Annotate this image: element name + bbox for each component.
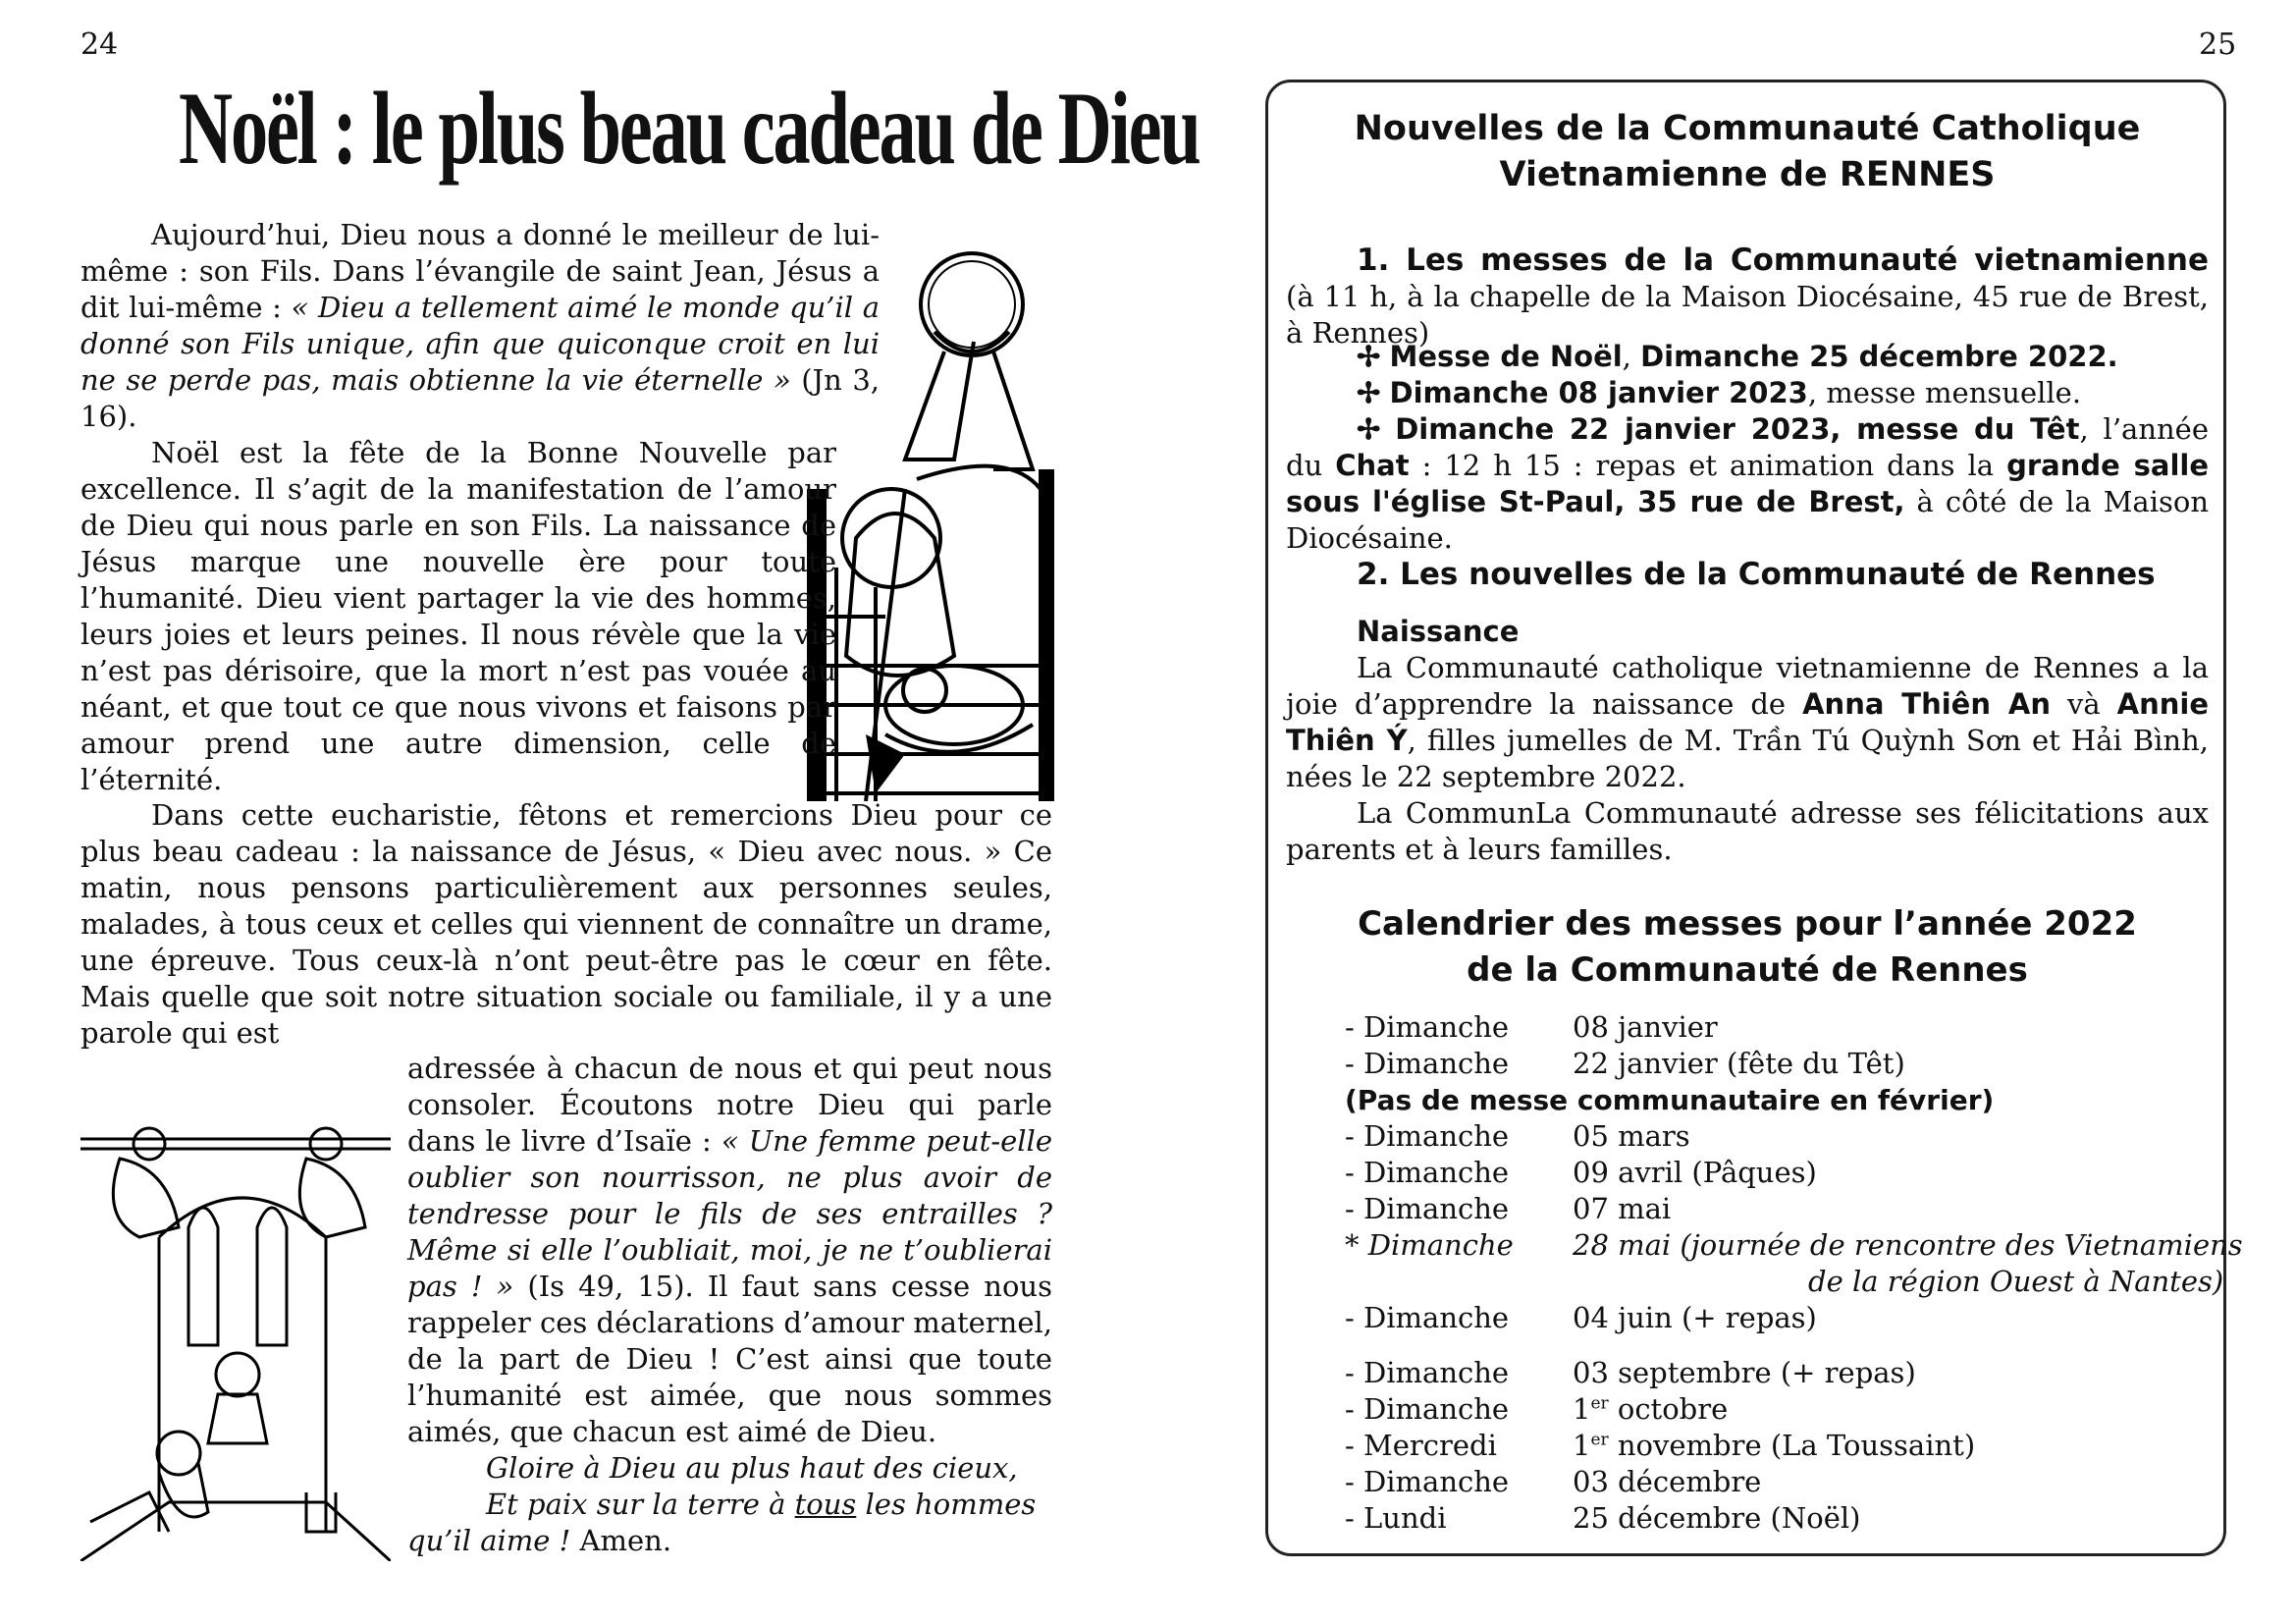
gloria-line-1: Gloire à Dieu au plus haut des cieux, xyxy=(486,1451,1018,1485)
section-2-body: Naissance La Communauté catholique vietnamienne de Rennes a la joie d’apprendre la naissance de Anna Thiên An và Annie Thiên Ý, filles jumelles de M. Trần Tú Quỳnh Sơn et Hải Bình, nées le 22 septembre 2022. La CommunLa Communauté adresse ses félicitations aux parents et à leurs familles. xyxy=(1286,615,2210,866)
bell-ringers-illustration xyxy=(80,1100,391,1561)
mass-list: ✢ Messe de Noël, Dimanche 25 décembre 2022. ✢ Dimanche 08 janvier 2023, messe mensuelle. ✢ Dimanche 22 janvier 2023, messe du Têt, l’année du Chat : 12 h 15 : repas et animation dans la grande salle sous l'église St-Paul, 35 rue de Brest, à côté de la Maison Diocésaine. xyxy=(1286,340,2210,555)
paragraph-3: Dans cette eucharistie, fêtons et remercions Dieu pour ce plus beau cadeau : la naissance de Jésus, « Dieu avec nous. » Ce matin, nous pensons particulièrement aux personnes seules, malades, à tous ceux et celles qui viennent de connaître un drame, une épreuve. Tous ceux-là n’ont peut-être pas le cœur en fête. Mais quelle que soit notre situation sociale ou familiale, il y a une parole qui est xyxy=(80,798,1052,1050)
paragraph-2: Noël est la fête de la Bonne Nouvelle par excellence. Il s’agit de la manifestation de l’amour de Dieu qui nous parle en son Fils. La naissance de Jésus marque une nouvelle ère pour toute l’humanité. Dieu vient partager la vie des hommes, leurs joies et leurs peines. Il nous révèle que la vie n’est pas dérisoire, que la mort n’est pas vouée au néant, et que tout ce que nous vivons et faisons par amour prend une autre dimension, celle de l’éternité. xyxy=(80,436,836,796)
calendar-heading: Calendrier des messes pour l’année 2022 de la Communauté de Rennes xyxy=(1358,904,2137,990)
gloria-line-2: Et paix sur la terre à tous les hommes xyxy=(486,1488,1037,1521)
news-heading: Nouvelles de la Communauté Catholique Vietnamienne de RENNES xyxy=(1354,109,2141,194)
gloria-line-3: qu’il aime ! Amen. xyxy=(407,1524,672,1557)
page-number-right: 25 xyxy=(2199,27,2237,62)
no-mass-note: (Pas de messe communautaire en février) xyxy=(1345,1084,1995,1116)
calendar-list: - Dimanche 08 janvier - Dimanche 22 janvier (fête du Têt) (Pas de messe communautaire en février) - Dimanche 05 mars - Dimanche 09 avril (Pâques) - Dimanche 07 mai * Dimanche 28 mai (journée de rencontre des Vietnamiens de la région Ouest à Nantes) - Dimanche 04 juin (+ repas) - Dimanche 03 septembre (+ repas) - Dimanche 1er octobre - Mercredi 1er novembre (La Toussaint) - Dimanche 03 décembre - Lundi 25 décembre (Noël) xyxy=(1345,1010,2243,1535)
article-title: Noël : le plus beau cadeau de Dieu xyxy=(179,71,1200,186)
page-number-left: 24 xyxy=(80,27,119,62)
paragraph-4: adressée à chacun de nous et qui peut nous consoler. Écoutons notre Dieu qui parle dans le livre d’Isaïe : « Une femme peut-elle oublier son nourrisson, ne plus avoir de tendresse pour le fils de ses entrailles ? Même si elle l’oubliait, moi, je ne t’oublierai pas ! » (Is 49, 15). Il faut sans cesse nous rappeler ces déclarations d’amour maternel, de la part de Dieu ! C’est ainsi que toute l’humanité est aimée, que nous sommes aimés, que chacun est aimé de Dieu. xyxy=(407,1052,1052,1448)
section-1: 1. Les messes de la Communauté vietnamienne (à 11 h, à la chapelle de la Maison Diocésaine, 45 rue de Brest, à Rennes) xyxy=(1286,243,2209,350)
paragraph-1: Aujourd’hui, Dieu nous a donné le meilleur de lui-même : son Fils. Dans l’évangile de saint Jean, Jésus a dit lui-même : « Dieu a tellement aimé le monde qu’il a donné son Fils unique, afin que quiconque croit en lui ne se perde pas, mais obtienne la vie éternelle » (Jn 3, 16). xyxy=(80,218,880,433)
section-2-title: 2. Les nouvelles de la Communauté de Rennes xyxy=(1357,557,2156,592)
